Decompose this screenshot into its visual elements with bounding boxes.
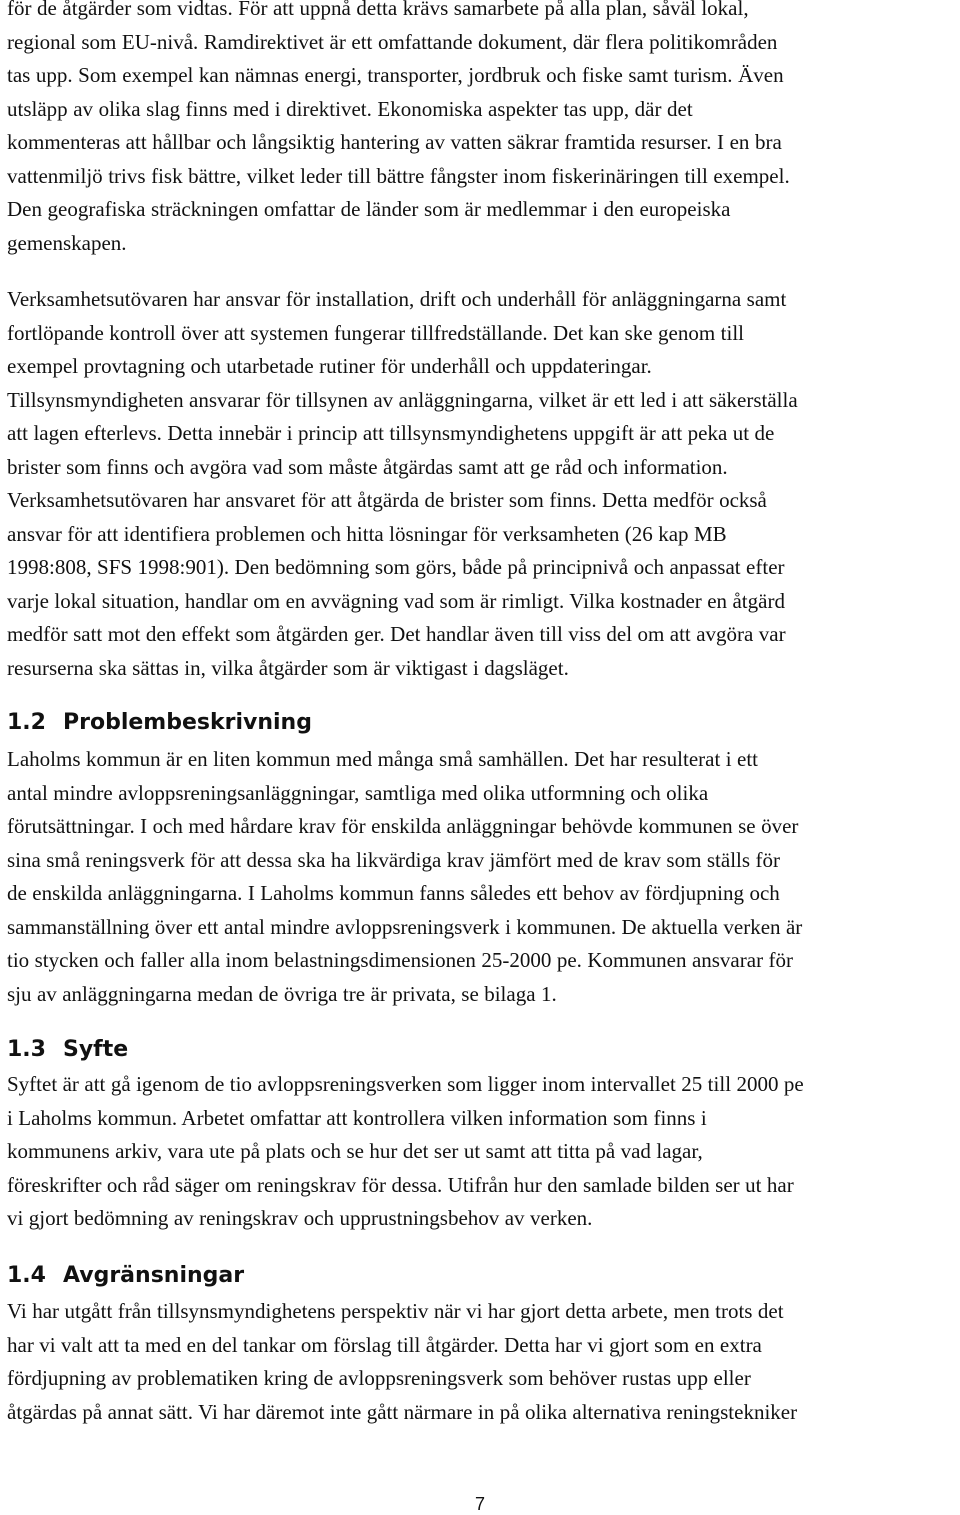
text-line: att lagen efterlevs. Detta innebär i princip att tillsynsmyndighetens uppgift är att peka ut de <box>7 421 775 445</box>
text-line: Verksamhetsutövaren har ansvaret för att åtgärda de brister som finns. Detta medför också <box>7 488 767 512</box>
text-line: fördjupning av problematiken kring de avloppsreningsverk som behöver rustas upp eller <box>7 1366 751 1390</box>
text-line: gemenskapen. <box>7 230 127 255</box>
text-line: Vi har utgått från tillsynsmyndighetens perspektiv när vi har gjort detta arbete, men trots det <box>7 1299 784 1323</box>
paragraph-water-directive <box>7 0 957 260</box>
text-line: Verksamhetsutövaren har ansvar för installation, drift och underhåll för anläggningarna samt <box>7 287 787 311</box>
section-heading-problembeskrivning <box>7 709 312 737</box>
section-heading-syfte <box>7 1036 128 1064</box>
text-line: förutsättningar. I och med hårdare krav för enskilda anläggningar behövde kommunen se över <box>7 814 799 838</box>
text-line: tas upp. Som exempel kan nämnas energi, transporter, jordbruk och fiske samt turism. Även <box>7 63 784 87</box>
text-line: sammanställning över ett antal mindre avloppsreningsverk i kommunen. De aktuella verken är <box>7 914 803 939</box>
text-line: för de åtgärder som vidtas. För att uppnå detta krävs samarbete på alla plan, såväl lokal, <box>7 0 749 20</box>
text-line: resurserna ska sättas in, vilka åtgärder som är viktigast i dagsläget. <box>7 655 569 680</box>
text-line: Syftet är att gå igenom de tio avloppsreningsverken som ligger inom intervallet 25 till 2000 pe <box>7 1072 804 1096</box>
text-line: vi gjort bedömning av reningskrav och upprustningsbehov av verken. <box>7 1206 593 1230</box>
text-line: ansvar för att identifiera problemen och hitta lösningar för verksamheten (26 kap MB <box>7 521 727 546</box>
text-line: 1998:808, SFS 1998:901). Den bedömning som görs, både på principnivå och anpassat efter <box>7 555 785 579</box>
paragraph-syfte <box>7 1068 957 1236</box>
text-line: medför satt mot den effekt som åtgärden ger. Det handlar även till viss del om att avgöra var <box>7 622 786 646</box>
section-number: 1.4 <box>7 1263 46 1288</box>
page-number: 7 <box>474 1494 485 1514</box>
paragraph-problembeskrivning <box>7 743 957 1011</box>
text-line: de enskilda anläggningarna. I Laholms kommun fanns således ett behov av fördjupning och <box>7 881 780 905</box>
section-heading-avgransningar <box>7 1262 244 1290</box>
text-line: kommunens arkiv, vara ute på plats och se hur det ser ut samt att titta på vad lagar, <box>7 1139 703 1163</box>
text-line: brister som finns och avgöra vad som måste åtgärdas samt att ge råd och information. <box>7 454 728 479</box>
text-line: antal mindre avloppsreningsanläggningar, samtliga med olika utformning och olika <box>7 780 709 805</box>
text-line: åtgärdas på annat sätt. Vi har däremot inte gått närmare in på olika alternativa reningstekniker <box>7 1399 798 1424</box>
text-line: sju av anläggningarna medan de övriga tre är privata, se bilaga 1. <box>7 981 557 1006</box>
text-line: exempel provtagning och utarbetade rutiner för underhåll och uppdateringar. <box>7 354 652 378</box>
text-line: har vi valt att ta med en del tankar om förslag till åtgärder. Detta har vi gjort som en extra <box>7 1332 762 1357</box>
text-line: tio stycken och faller alla inom belastningsdimensionen 25-2000 pe. Kommunen ansvarar för <box>7 948 793 972</box>
section-title: Problembeskrivning <box>63 710 312 735</box>
text-line: kommenteras att hållbar och långsiktig hantering av vatten säkrar framtida resurser. I en bra <box>7 130 782 154</box>
text-line: vattenmiljö trivs fisk bättre, vilket leder till bättre fångster inom fiskerinäringen till exempel. <box>7 163 790 188</box>
text-line: varje lokal situation, handlar om en avvägning vad som är rimligt. Vilka kostnader en åtgärd <box>7 588 785 613</box>
text-line: regional som EU-nivå. Ramdirektivet är ett omfattande dokument, där flera politikområden <box>7 29 778 54</box>
section-number: 1.2 <box>7 710 46 735</box>
text-line: Laholms kommun är en liten kommun med många små samhällen. Det har resulterat i ett <box>7 747 759 771</box>
text-line: föreskrifter och råd säger om reningskrav för dessa. Utifrån hur den samlade bilden ser ut har <box>7 1172 794 1197</box>
paragraph-operator-responsibility <box>7 283 957 685</box>
section-title: Avgränsningar <box>63 1263 245 1288</box>
paragraph-avgransningar <box>7 1295 957 1429</box>
text-line: sina små reningsverk för att dessa ska ha likvärdiga krav jämfört med de krav som ställs för <box>7 847 780 872</box>
section-title: Syfte <box>63 1037 129 1062</box>
text-line: fortlöpande kontroll över att systemen fungerar tillfredställande. Det kan ske genom till <box>7 320 744 345</box>
text-line: i Laholms kommun. Arbetet omfattar att kontrollera vilken information som finns i <box>7 1105 707 1130</box>
text-line: Den geografiska sträckningen omfattar de länder som är medlemmar i den europeiska <box>7 197 731 221</box>
section-number: 1.3 <box>7 1037 46 1062</box>
text-line: utsläpp av olika slag finns med i direktivet. Ekonomiska aspekter tas upp, där det <box>7 96 693 121</box>
text-line: Tillsynsmyndigheten ansvarar för tillsynen av anläggningarna, vilket är ett led i att säkerställa <box>7 387 798 412</box>
